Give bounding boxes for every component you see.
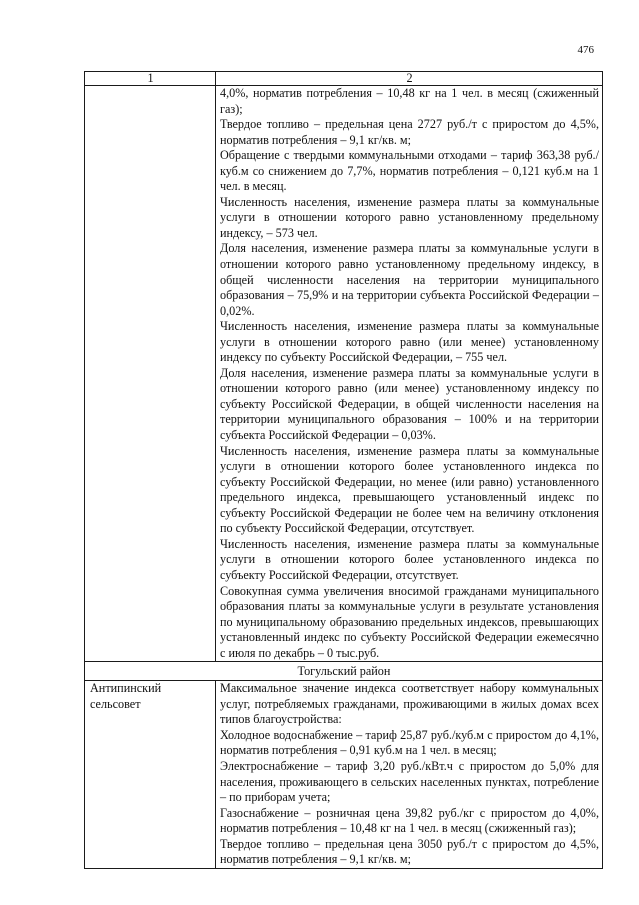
table-row — [85, 681, 603, 869]
paragraph: Холодное водоснабжение – тариф 25,87 руб./куб.м с приростом до 4,1%, норматив потребления – 0,91 куб.м на 1 чел. в месяц; — [220, 727, 599, 758]
description-cell — [216, 681, 603, 869]
municipality-cell: Антипинский сельсовет — [85, 681, 216, 869]
column-header-1: 1 — [85, 72, 216, 86]
description-cell — [216, 86, 603, 662]
paragraph: 4,0%, норматив потребления – 10,48 кг на 1 чел. в месяц (сжиженный газ); — [220, 86, 599, 116]
paragraph: Обращение с твердыми коммунальными отходами – тариф 363,38 руб./куб.м со снижением до 7,7%, норматив потребления – 0,121 куб.м на 1 чел. в месяц. — [220, 148, 599, 194]
paragraph: Численность населения, изменение размера платы за коммунальные услуги в отношении которого равно установленному предельному индексу, – 573 чел. — [220, 194, 599, 240]
paragraph: Твердое топливо – предельная цена 3050 руб./т с приростом до 4,5%, норматив потребления – 9,1 кг/кв. м; — [220, 836, 599, 867]
region-row — [85, 662, 603, 681]
page-number: 476 — [577, 44, 594, 56]
paragraph: Максимальное значение индекса соответствует набору коммунальных услуг, потребляемых гражданами, проживающими в жилых домах всех типов благоустройства: — [220, 681, 599, 727]
paragraph: Численность населения, изменение размера платы за коммунальные услуги в отношении которого более установленного индекса по субъекту Российской Федерации, отсутствует. — [220, 536, 599, 582]
paragraph: Доля населения, изменение размера платы за коммунальные услуги в отношении которого равно (или менее) установленному индексу по субъекту Российской Федерации, в общей численности населения на территории муниципального образования – 100% и на территории субъекта Российской Федерации – 0,03%. — [220, 365, 599, 443]
municipality-cell — [85, 86, 216, 662]
paragraph: Численность населения, изменение размера платы за коммунальные услуги в отношении которого равно (или менее) установленному индексу по субъекту Российской Федерации, – 755 чел. — [220, 319, 599, 365]
paragraph: Газоснабжение – розничная цена 39,82 руб./кг с приростом до 4,0%, норматив потребления – 10,48 кг на 1 чел. в месяц (сжиженный газ); — [220, 805, 599, 836]
table-row — [85, 86, 603, 662]
paragraph: Твердое топливо – предельная цена 2727 руб./т с приростом до 4,5%, норматив потребления – 9,1 кг/кв. м; — [220, 117, 599, 147]
paragraph: Электроснабжение – тариф 3,20 руб./кВт.ч с приростом до 5,0% для населения, проживающего в сельских населенных пунктах, потребление – по приборам учета; — [220, 758, 599, 805]
header-row — [85, 72, 603, 86]
column-header-2: 2 — [216, 72, 603, 86]
paragraph: Доля населения, изменение размера платы за коммунальные услуги в отношении которого равно установленному предельному индексу, в общей численности населения на территории муниципального образования – 75,9% и на территории субъекта Российской Федерации – 0,02%. — [220, 241, 599, 318]
data-table — [84, 71, 603, 869]
paragraph: Совокупная сумма увеличения вносимой гражданами муниципального образования платы за коммунальные услуги в результате установления по муниципальному образованию предельных индексов, превышающих установленный индекс по субъекту Российской Федерации ежемесячно с июля по декабрь – 0 тыс.руб. — [220, 583, 599, 660]
paragraph: Численность населения, изменение размера платы за коммунальные услуги в отношении которого более установленного индекса по субъекту Российской Федерации, но менее (или равно) установленного предельного индекса, превышающего установленный индекс по субъекту Российской Федерации не более чем на величину отклонения по субъекту Российской Федерации, отсутствует. — [220, 443, 599, 536]
region-title: Тогульский район — [85, 662, 603, 681]
